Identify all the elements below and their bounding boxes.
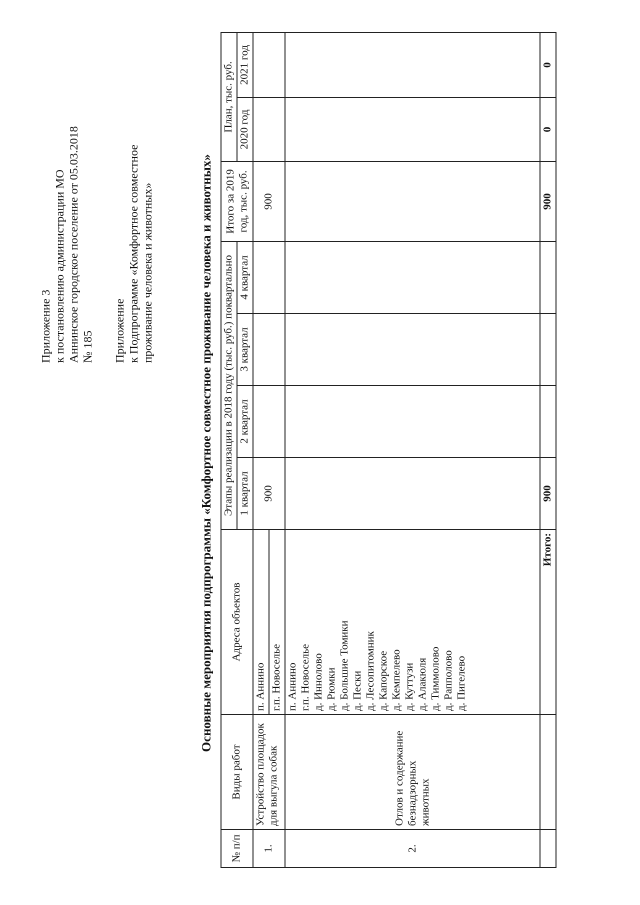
list-item: д. Кемпелево xyxy=(390,648,403,711)
row-2021 xyxy=(253,32,285,97)
document-header xyxy=(39,33,155,363)
row-total: 900 xyxy=(253,161,285,241)
list-item: д. Пигелево xyxy=(455,655,468,711)
total-2021: 0 xyxy=(540,32,556,97)
col-q2-header: 2 квартал xyxy=(237,385,253,457)
col-stages-header: Этапы реализации в 2018 году (тыс. руб.) поквартально xyxy=(221,241,237,529)
col-plan-header: План, тыс. руб. xyxy=(221,32,237,161)
settlement-date: Аннинское городское поселение от 05.03.2018 xyxy=(66,125,81,363)
total-q1: 900 xyxy=(540,457,556,529)
list-item: д. Тиммолово xyxy=(429,646,442,711)
row-address: п. Аннино xyxy=(253,529,269,714)
page-title: Основные мероприятия подпрограммы «Комфортное совместное проживание человека и животных» xyxy=(198,153,214,752)
row-total xyxy=(285,161,540,241)
header-row-1 xyxy=(221,32,237,867)
resolution-number: № 185 xyxy=(80,330,95,363)
row-q1 xyxy=(285,457,540,529)
list-item: д. Капорское xyxy=(377,650,390,711)
table-row xyxy=(253,32,269,867)
total-empty-num xyxy=(540,829,556,867)
col-q4-header: 4 квартал xyxy=(237,241,253,313)
total-q2 xyxy=(540,385,556,457)
row-num: 1. xyxy=(253,829,285,867)
col-work-header: Виды работ xyxy=(221,714,253,829)
col-q3-header: 3 квартал xyxy=(237,313,253,385)
list-item: д. Пески xyxy=(351,670,364,711)
row-2021 xyxy=(285,32,540,97)
row-q3 xyxy=(285,313,540,385)
row-q1: 900 xyxy=(253,457,285,529)
total-row xyxy=(540,32,556,867)
total-empty-work xyxy=(540,714,556,829)
total-q3 xyxy=(540,313,556,385)
subprogram-ref: к Подпрограмме «Комфортное совместное xyxy=(126,144,141,363)
list-item: д. Большие Томики xyxy=(338,619,351,711)
col-q1-header: 1 квартал xyxy=(237,457,253,529)
row-q3 xyxy=(253,313,285,385)
list-item: п. Аннино xyxy=(286,662,299,711)
row-2020 xyxy=(253,97,285,161)
col-2020-header: 2020 год xyxy=(237,97,253,161)
row-work: Устройство площадок для выгула собак xyxy=(253,714,285,829)
row-address: г.п. Новоселье xyxy=(269,529,285,714)
row-address-list xyxy=(285,529,540,714)
list-item: г.п. Новоселье xyxy=(299,643,312,711)
total-2020: 0 xyxy=(540,97,556,161)
list-item: д. Куттузи xyxy=(403,662,416,711)
subprogram-ref-2: проживание человека и животных» xyxy=(140,182,155,363)
row-work: Отлов и содержание безнадзорных животных xyxy=(285,714,540,829)
row-q2 xyxy=(253,385,285,457)
col-total-header: Итого за 2019 год, тыс. руб. xyxy=(221,161,253,241)
total-label: Итого: xyxy=(540,529,556,714)
document-page xyxy=(33,18,608,888)
row-q4 xyxy=(253,241,285,313)
list-item: д. Иннолово xyxy=(312,652,325,711)
list-item: д. Алакюля xyxy=(416,657,429,711)
list-item: д. Рюмки xyxy=(325,667,338,711)
row-num: 2. xyxy=(285,829,540,867)
col-num-header: № п/п xyxy=(221,829,253,867)
list-item: д. Рапполово xyxy=(442,649,455,711)
row-2020 xyxy=(285,97,540,161)
total-q4 xyxy=(540,241,556,313)
appendix-label: Приложение xyxy=(112,298,127,363)
appendix-number: Приложение 3 xyxy=(38,289,53,363)
list-item: д. Лесопитомник xyxy=(364,630,377,711)
total-sum: 900 xyxy=(540,161,556,241)
row-q2 xyxy=(285,385,540,457)
activities-table xyxy=(221,31,557,867)
col-2021-header: 2021 год xyxy=(237,32,253,97)
col-address-header: Адреса объектов xyxy=(221,529,253,714)
row-q4 xyxy=(285,241,540,313)
table-row xyxy=(285,32,540,867)
resolution-ref: к постановлению администрации МО xyxy=(52,168,67,363)
